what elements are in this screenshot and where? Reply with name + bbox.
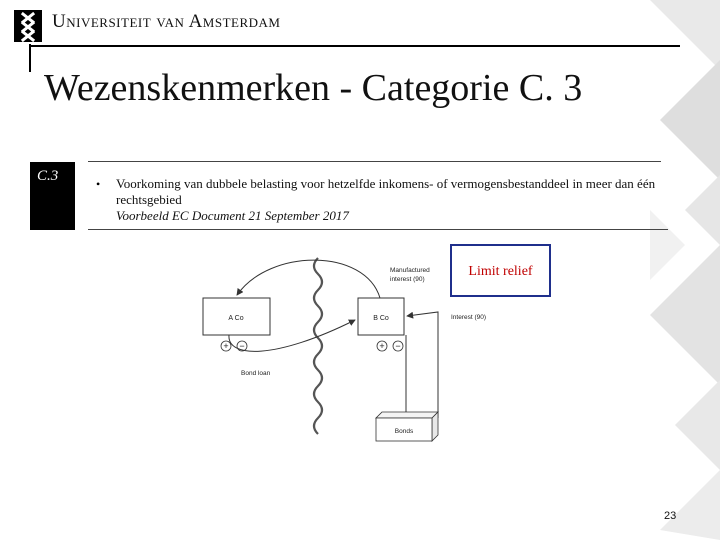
bonds-box-top <box>376 412 438 418</box>
category-tag: C.3 <box>30 162 75 230</box>
a-co-label: A Co <box>228 315 244 322</box>
university-crest-icon <box>14 10 42 42</box>
b-co-minus-icon: − <box>395 341 401 351</box>
bullet-text: Voorkoming van dubbele belasting voor hetzelfde inkomens- of vermogensbestanddeel in meer dan één rechtsgebied <box>116 176 656 207</box>
a-co-plus-icon: + <box>223 341 229 351</box>
bullet-icon: • <box>96 177 101 191</box>
manufactured-interest-label <box>390 267 432 283</box>
b-co-plus-icon: + <box>379 341 385 351</box>
b-co-label: B Co <box>373 315 389 322</box>
example-reference: Voorbeeld EC Document 21 September 2017 <box>116 208 349 223</box>
manufactured-interest-line2: interest (90) <box>390 276 425 283</box>
header-rule <box>29 45 680 47</box>
jurisdiction-divider <box>314 258 322 434</box>
interest-label: Interest (90) <box>451 314 487 321</box>
content-divider-top <box>88 161 661 162</box>
a-co-minus-icon: − <box>239 341 245 351</box>
limit-relief-callout <box>450 244 551 297</box>
interest-arrow <box>407 312 438 418</box>
limit-relief-text: Limit relief <box>468 264 533 279</box>
background-decoration <box>590 0 720 540</box>
university-name: Universiteit van Amsterdam <box>52 11 281 32</box>
bullet-item <box>116 176 661 224</box>
content-divider-bottom <box>88 229 668 230</box>
manufactured-interest-line1: Manufactured <box>390 267 430 274</box>
manufactured-interest-arrow <box>237 260 380 298</box>
page-number: 23 <box>664 510 677 522</box>
bonds-label: Bonds <box>394 428 414 435</box>
header-rule-vertical <box>29 44 31 72</box>
slide-title: Wezenskenmerken - Categorie C. 3 <box>44 67 583 109</box>
bond-loan-label: Bond loan <box>241 370 271 377</box>
